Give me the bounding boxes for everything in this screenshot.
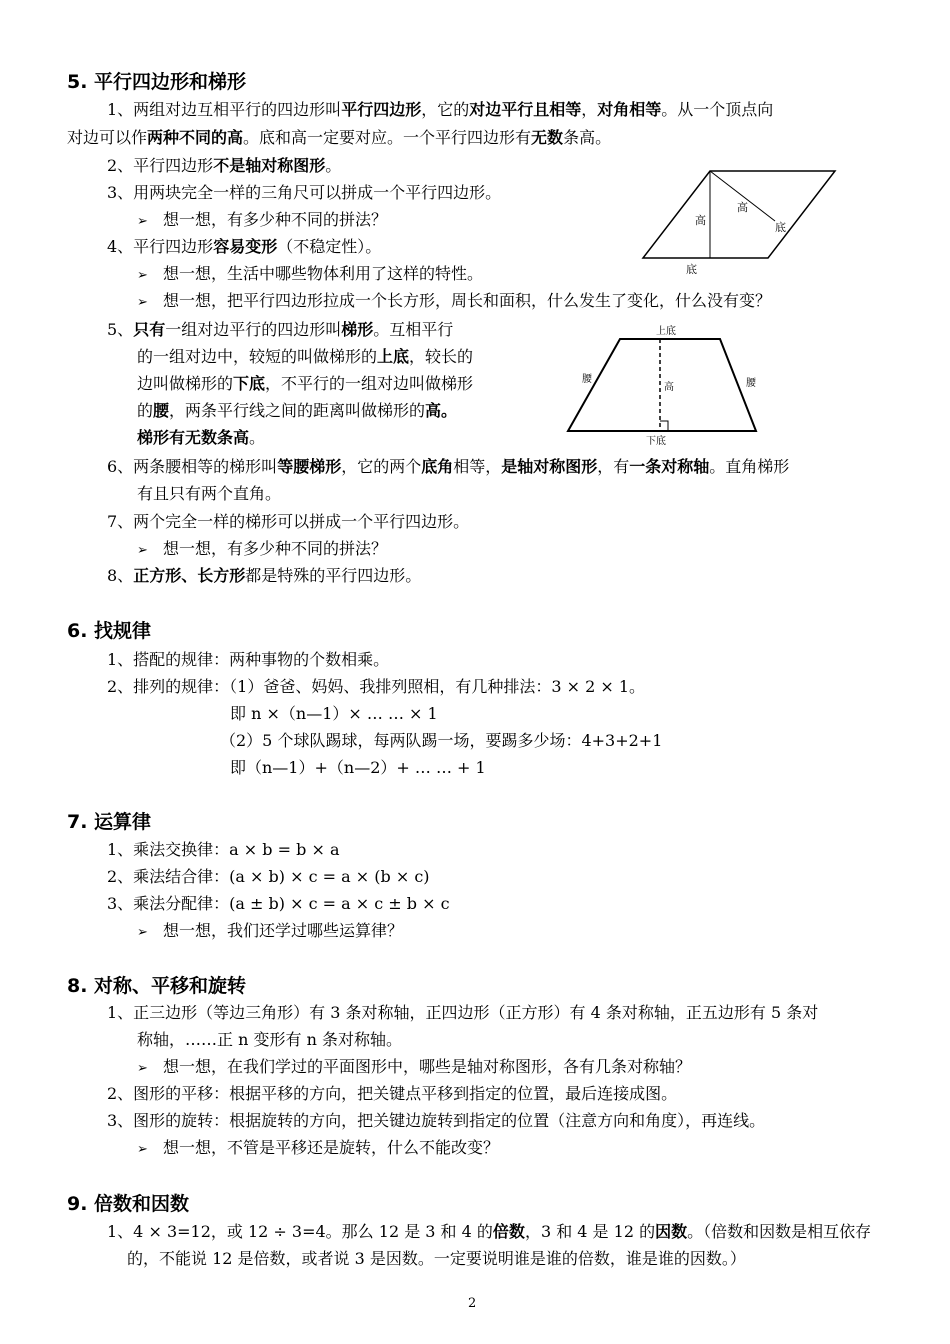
page-number: 2: [468, 1296, 477, 1311]
section-7-title: 7. 运算律: [67, 811, 152, 833]
parallelogram-figure: [640, 165, 840, 280]
s6-line-2: 2、排列的规律：（1）爸爸、妈妈、我排列照相，有几种排法：3 × 2 × 1。: [107, 677, 646, 696]
s5-item-5-line-4: 的腰，两条平行线之间的距离叫做梯形的高。: [137, 401, 458, 420]
trapezoid-shape: [568, 339, 756, 431]
trap-left-leg-label: 腰: [582, 374, 592, 385]
s8-think-1: ➢ 想一想，在我们学过的平面图形中，哪些是轴对称图形，各有几条对称轴？: [137, 1057, 691, 1079]
section-6-title: 6. 找规律: [67, 620, 152, 642]
s8-line-2: 2、图形的平移：根据平移的方向，把关键点平移到指定的位置，最后连接成图。: [107, 1084, 678, 1103]
s5-item-5-line-3: 边叫做梯形的下底，不平行的一组对边叫做梯形: [137, 374, 474, 393]
s5-item-2: 2、平行四边形不是轴对称图形。: [107, 156, 342, 175]
s5-item-3: 3、用两块完全一样的三角尺可以拼成一个平行四边形。: [107, 183, 502, 202]
section-9-title: 9. 倍数和因数: [67, 1193, 190, 1215]
s5-item-1-line-2: 对边可以作两种不同的高。底和高一定要对应。一个平行四边形有无数条高。: [67, 128, 612, 147]
s5-think-2: ➢ 想一想，生活中哪些物体利用了这样的特性。: [137, 264, 483, 286]
parallelogram-shape: [643, 171, 835, 258]
s6-line-5: 即（n—1）+（n—2）+ … … + 1: [230, 758, 486, 777]
s5-item-5-line-1: 5、只有一组对边平行的四边形叫梯形。互相平行: [107, 320, 454, 339]
s5-think-4: ➢ 想一想，有多少种不同的拼法？: [137, 539, 387, 561]
s7-line-2: 2、乘法结合律：(a × b) × c = a × (b × c): [107, 867, 430, 886]
para-base-label-right: 底: [775, 221, 786, 234]
s8-line-1b: 称轴，……正 n 变形有 n 条对称轴。: [137, 1030, 402, 1049]
arrow-bullet-icon: ➢: [137, 295, 148, 310]
section-5-title: 5. 平行四边形和梯形: [67, 71, 247, 93]
s8-line-3: 3、图形的旋转：根据旋转的方向，把关键边旋转到指定的位置（注意方向和角度），再连线。: [107, 1111, 766, 1130]
trap-right-leg-label: 腰: [746, 378, 756, 389]
arrow-bullet-icon: ➢: [137, 214, 148, 229]
right-angle-mark: [660, 421, 668, 431]
s8-think-2: ➢ 想一想，不管是平移还是旋转，什么不能改变？: [137, 1138, 499, 1160]
arrow-bullet-icon: ➢: [137, 925, 148, 940]
trap-height-label: 高: [664, 382, 674, 393]
section-8-title: 8. 对称、平移和旋转: [67, 975, 247, 997]
trap-top-label: 上底: [656, 326, 676, 337]
s7-think-1: ➢ 想一想，我们还学过哪些运算律？: [137, 921, 403, 943]
s7-line-3: 3、乘法分配律：(a ± b) × c = a × c ± b × c: [107, 894, 450, 913]
para-base-label-bottom: 底: [686, 263, 697, 276]
s5-item-1-line-1: 1、两组对边互相平行的四边形叫平行四边形，它的对边平行且相等，对角相等。从一个顶点向: [107, 100, 774, 119]
s6-line-3: 即 n ×（n—1）× … … × 1: [230, 704, 438, 723]
arrow-bullet-icon: ➢: [137, 1142, 148, 1157]
arrow-bullet-icon: ➢: [137, 543, 148, 558]
s9-line-2: 的，不能说 12 是倍数，或者说 3 是因数。一定要说明谁是谁的倍数，谁是谁的因数。）: [127, 1249, 746, 1268]
s5-item-5-line-2: 的一组对边中，较短的叫做梯形的上底，较长的: [137, 347, 474, 366]
trapezoid-figure: [560, 322, 770, 450]
s5-think-1: ➢ 想一想，有多少种不同的拼法？: [137, 210, 387, 232]
para-height-label-right: 高: [737, 201, 748, 214]
s5-item-5-line-5: 梯形有无数条高。: [137, 428, 266, 447]
s5-item-6-line-1: 6、两条腰相等的梯形叫等腰梯形，它的两个底角相等，是轴对称图形，有一条对称轴。直角梯形: [107, 457, 790, 476]
s5-item-7: 7、两个完全一样的梯形可以拼成一个平行四边形。: [107, 512, 470, 531]
s5-think-3: ➢ 想一想，把平行四边形拉成一个长方形，周长和面积，什么发生了变化，什么没有变？: [137, 291, 771, 313]
s5-item-6-line-2: 有且只有两个直角。: [137, 484, 282, 503]
trap-bottom-label: 下底: [646, 436, 666, 447]
s7-line-1: 1、乘法交换律：a × b = b × a: [107, 840, 340, 859]
s6-line-1: 1、搭配的规律：两种事物的个数相乘。: [107, 650, 390, 669]
s8-line-1: 1、正三边形（等边三角形）有 3 条对称轴，正四边形（正方形）有 4 条对称轴，正五边形有 5 条对: [107, 1003, 819, 1022]
s5-item-4: 4、平行四边形容易变形（不稳定性）。: [107, 237, 382, 256]
s6-line-4: （2）5 个球队踢球，每两队踢一场，要踢多少场：4+3+2+1: [220, 731, 663, 750]
s9-line-1: 1、4 × 3=12，或 12 ÷ 3=4。那么 12 是 3 和 4 的倍数，3 和 4 是 12 的因数。（倍数和因数是相互依存: [107, 1222, 872, 1241]
para-height-label-left: 高: [695, 214, 706, 227]
s5-item-8: 8、正方形、长方形都是特殊的平行四边形。: [107, 566, 422, 585]
arrow-bullet-icon: ➢: [137, 1061, 148, 1076]
arrow-bullet-icon: ➢: [137, 268, 148, 283]
